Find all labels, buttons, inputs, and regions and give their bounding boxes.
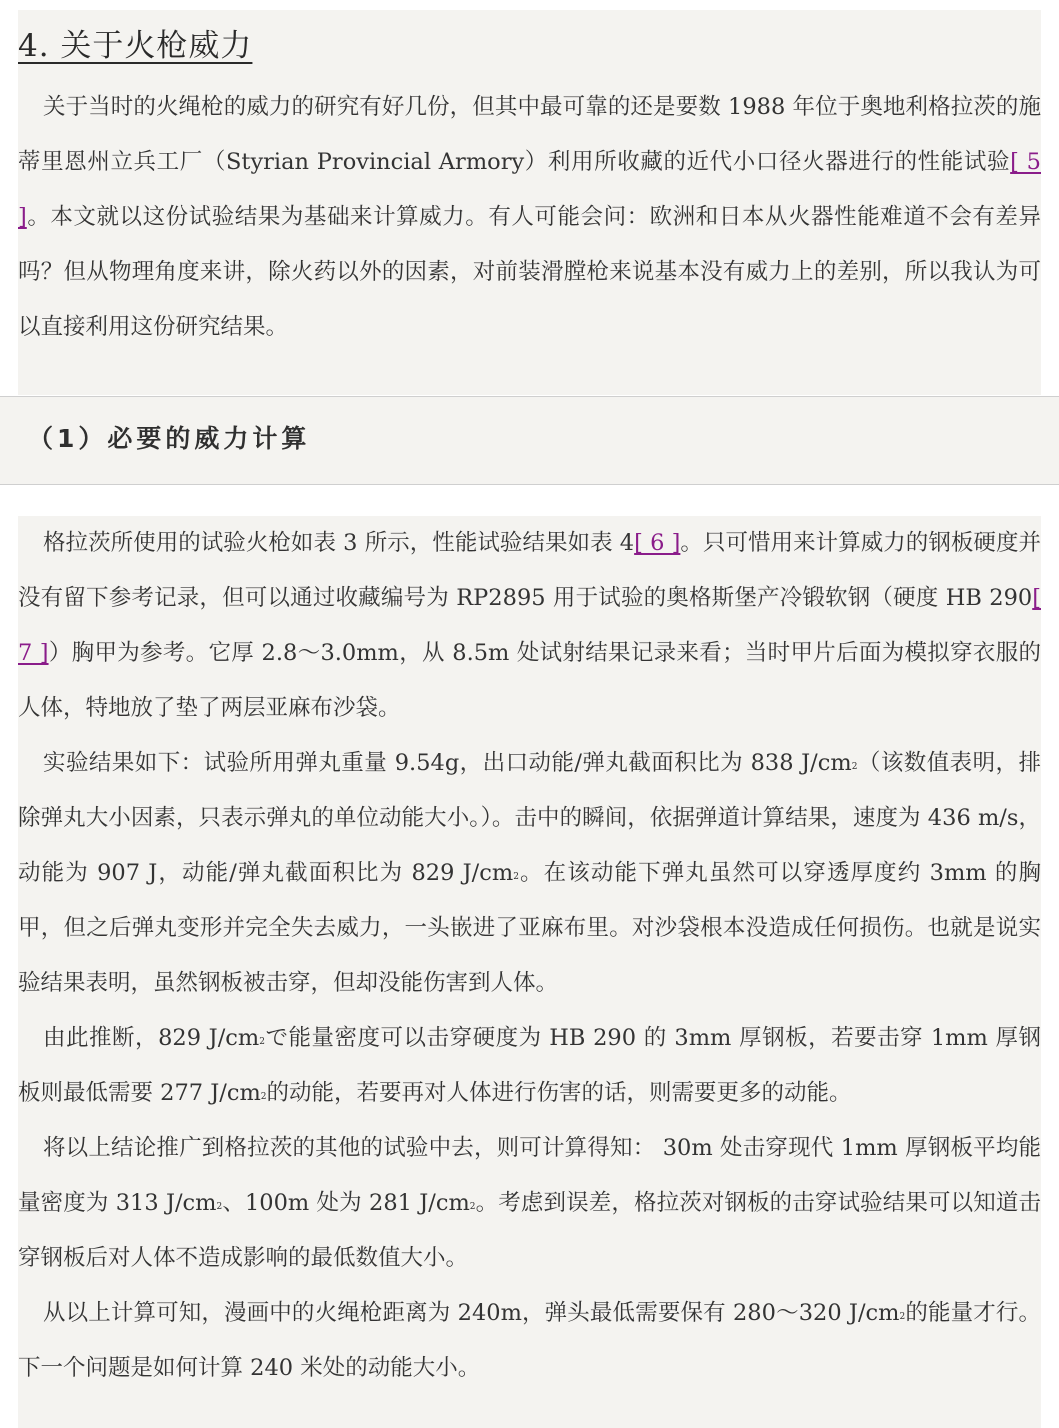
section-title: 4. 关于火枪威力 — [18, 28, 253, 64]
superscript: 2 — [851, 762, 858, 772]
subsection-header-band — [0, 396, 1059, 485]
intro-panel — [18, 10, 1041, 395]
paragraph-2: 实验结果如下：试验所用弹丸重量 9.54g，出口动能/弹丸截面积比为 838 $J/cm^2$（该数值表明，排除弹丸大小因素，只表示弹丸的单位动能大小。）。击中的瞬间，依据弹道计算结果，速度为 436 m/s，动能为 907 J，动能/弹丸截面积比为 829 $J/cm^2$。在该动能下弹丸虽然可以穿透厚度约 3mm 的胸甲，但之后弹丸变形并完全失去威力，一头嵌进了亚麻布里。对沙袋根本没造成任何损伤。也就是说实验结果表明，虽然钢板被击穿，但却没能伤害到人体。 — [18, 750, 1042, 996]
superscript: 2 — [260, 1092, 267, 1102]
superscript: 2 — [469, 1202, 476, 1212]
paragraph-4: 将以上结论推广到格拉茨的其他的试验中去，则可计算得知： 30m 处击穿现代 1mm 厚钢板平均能量密度为 313 $J/cm^2$、100m 处为 281 $J/cm^2$。考虑到误差，格拉茨对钢板的击穿试验结果可以知道击穿钢板后对人体不造成影响的最低数值大小。 — [18, 1135, 1041, 1271]
calculation-panel — [18, 516, 1041, 1428]
intro-paragraph: 关于当时的火绳枪的威力的研究有好几份，但其中最可靠的还是要数 1988 年位于奥地利格拉茨的施蒂里恩州立兵工厂（Styrian Provincial Armory）利用所收藏的近代小口径火器进行的性能试验[ 5 ]。本文就以这份试验结果为基础来计算威力。有人可能会问：欧洲和日本从火器性能难道不会有差异吗？但从物理角度来讲，除火药以外的因素，对前装滑膛枪来说基本没有威力上的差别，所以我认为可以直接利用这份研究结果。 — [18, 94, 1041, 340]
paragraph-5: 从以上计算可知，漫画中的火绳枪距离为 240m，弹头最低需要保有 280～320 $J/cm^2$的能量才行。下一个问题是如何计算 240 米处的动能大小。 — [18, 1300, 1041, 1381]
superscript: 2 — [259, 1037, 265, 1047]
paragraph-3: 由此推断，829 $J/cm^2$で能量密度可以击穿硬度为 HB 290 的 3mm 厚钢板，若要击穿 1mm 厚钢板则最低需要 277 $J/cm^2$的动能，若要再对人体进行伤害的话，则需要更多的动能。 — [18, 1025, 1041, 1106]
reference-link-6[interactable]: [ 6 ] — [634, 530, 681, 556]
superscript: 2 — [513, 872, 519, 882]
reference-link-7[interactable]: [ 7 ] — [18, 585, 1041, 666]
superscript: 2 — [216, 1202, 223, 1212]
superscript: 2 — [899, 1312, 906, 1322]
subsection-title: （1）必要的威力计算 — [28, 424, 311, 453]
paragraph-1: 格拉茨所使用的试验火枪如表 3 所示，性能试验结果如表 4[ 6 ]。只可惜用来计算威力的钢板硬度并没有留下参考记录，但可以通过收藏编号为 RP2895 用于试验的奥格斯堡产冷锻软钢（硬度 HB 290[ 7 ]）胸甲为参考。它厚 2.8～3.0mm，从 8.5m 处试射结果记录来看；当时甲片后面为模拟穿衣服的人体，特地放了垫了两层亚麻布沙袋。 — [18, 530, 1042, 721]
reference-link-5[interactable]: [ 5 ] — [18, 149, 1041, 230]
